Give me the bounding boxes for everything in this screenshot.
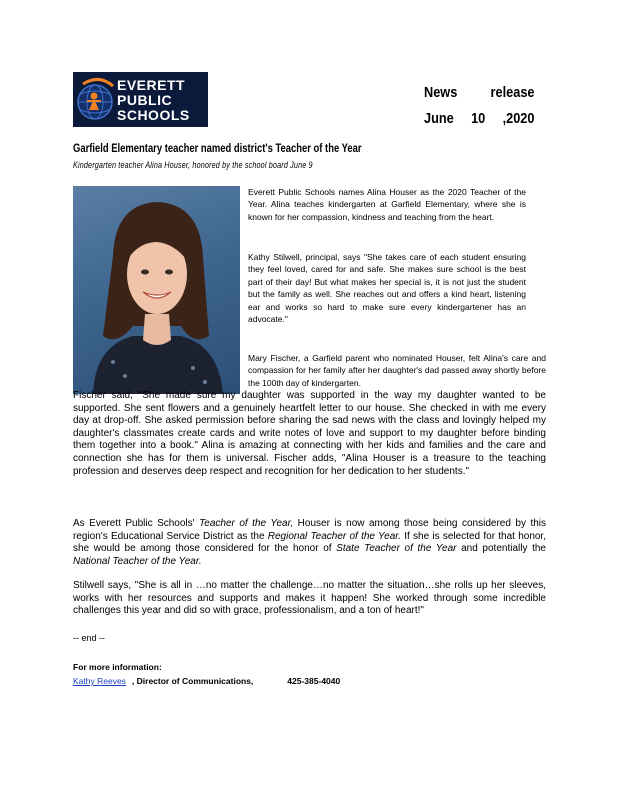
end-marker: -- end -- [73,633,106,643]
release-date-month: June [424,110,454,127]
release-header [424,80,534,132]
teacher-photo [73,186,240,394]
paragraph-parent-quote: Fischer said, "She made sure my daughter was supported in the way my daughter wanted to be supported. She sent flowers and a genuinely heartfelt letter to our house. She checked in with me every day at drop-off. She asked permission before sharing the sad news with the class and lovingly helped my daughter's classmates create cards and write notes of love and support to my daughter before binding them together into a book." Alina is amazing at connecting with her kids and families and the care and connection she has for them is universal. Fischer adds, "Alina Houser is a treasure to the teaching profession and deserves deep respect and recognition for her dedication to her students." [73,390,546,477]
paragraph-closing-quote: Stilwell says, "She is all in …no matter the challenge…no matter the situation…she rolls up her sleeves, works with her resources and supports and makes it happen! She worked through some incredible challenges this year and did so with grace, professionalism, and a ton of heart!" [73,580,546,617]
contact-title: , Director of Communications, [131,676,254,686]
p4-text-2: Houser is now among those being considered by this region's Educational Service District as the [73,518,547,542]
contact-name-link[interactable]: Kathy Reeves [73,676,126,686]
p4-title-3: State Teacher of the Year [336,543,457,555]
contact-line [73,674,340,688]
p4-text-3: If she is selected for that honor, she would be among those considered for the honor of [73,530,546,555]
headline: Garfield Elementary teacher named district's Teacher of the Year [73,143,362,155]
paragraph-regional [73,518,546,568]
p4-text-4: and potentially the [456,543,546,555]
paragraph-parent-intro: Mary Fischer, a Garfield parent who nominated Houser, felt Alina's care and compassion for her family after her daughter's dad passed away shortly before the 100th day of kindergarten. [248,353,546,388]
release-label-news: News [424,84,458,101]
info-label: For more information: [73,662,162,672]
logo-line-2: PUBLIC [117,92,173,108]
contact-block [73,660,340,688]
release-label-release: release [490,84,535,101]
p4-text-1: As Everett Public Schools' [73,518,200,529]
p4-title-4: National Teacher of the Year. [73,555,202,567]
district-logo [73,72,208,127]
paragraph-intro: Everett Public Schools names Alina Houser as the 2020 Teacher of the Year. Alina teaches kindergarten at Garfield Elementary, where she is known for her compassion, kindness and teaching from the heart. [248,187,526,222]
subheadline: Kindergarten teacher Alina Houser, honored by the school board June 9 [73,160,313,170]
logo-line-3: SCHOOLS [117,107,190,123]
release-date-year: ,2020 [502,110,535,127]
contact-phone: 425-385-4040 [287,676,341,686]
paragraph-principal-quote: Kathy Stilwell, principal, says "She takes care of each student ensuring they feel loved, cared for and safe. She makes sure school is the best part of their day! But what makes her special is, it is not just the student but the family as well. She reaches out and offers a kind heart, listening ear and works so hard to make sure every kindergartener has an advocate." [248,252,526,325]
p4-title-1: Teacher of the Year, [199,518,294,529]
logo-line-1: EVERETT [117,77,186,93]
p4-title-2: Regional Teacher of the Year. [267,530,402,542]
release-date-day: 10 [471,110,486,127]
